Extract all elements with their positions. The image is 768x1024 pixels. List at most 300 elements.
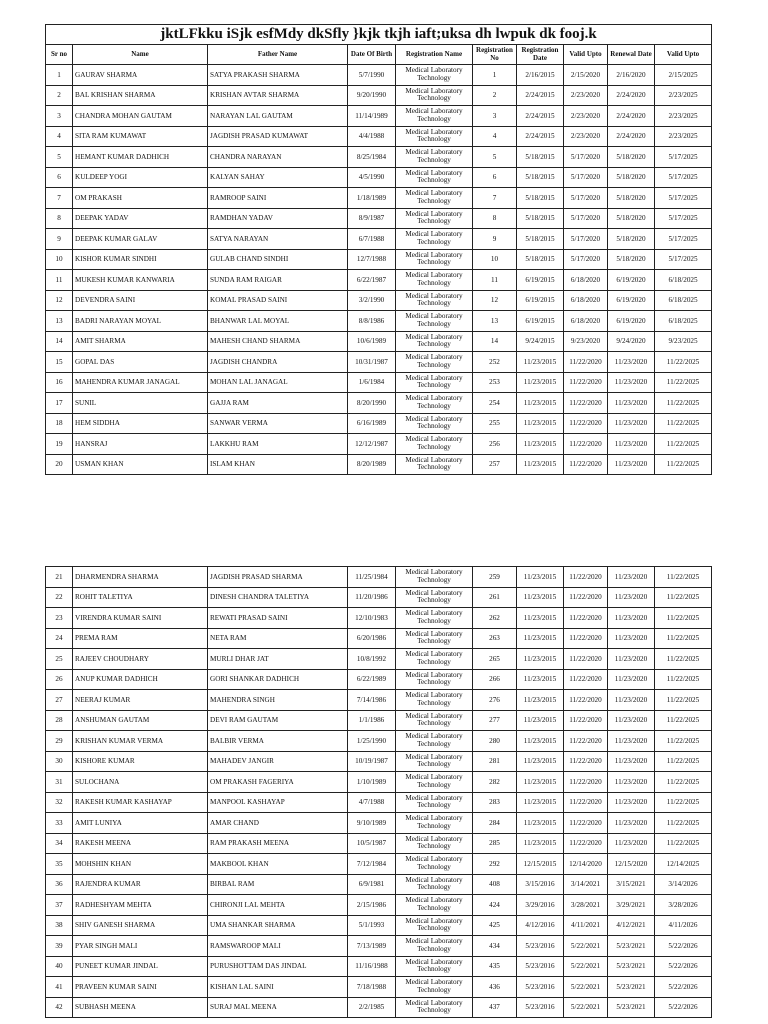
cell-sr-no: 40 [46,956,73,977]
cell-registration-name: Medical Laboratory Technology [396,690,473,711]
cell-sr-no: 41 [46,977,73,998]
cell-valid-upto: 6/18/2020 [564,270,608,291]
cell-valid-upto: 11/22/2020 [564,710,608,731]
cell-registration-name: Medical Laboratory Technology [396,454,473,475]
cell-date-of-birth: 10/6/1989 [348,331,396,352]
cell-registration-no: 1 [473,65,517,86]
cell-registration-date: 5/23/2016 [517,997,564,1018]
cell-registration-date: 11/23/2015 [517,669,564,690]
cell-registration-no: 263 [473,628,517,649]
cell-date-of-birth: 7/14/1986 [348,690,396,711]
cell-valid-upto: 4/11/2021 [564,915,608,936]
table-row [46,710,712,731]
table-row [46,311,712,332]
cell-registration-no: 252 [473,352,517,373]
cell-registration-no: 436 [473,977,517,998]
header-sr-no: Sr no [46,45,73,65]
cell-renewal-date: 11/23/2020 [608,372,655,393]
table-row [46,454,712,475]
cell-registration-date: 2/24/2015 [517,106,564,127]
table-row [46,188,712,209]
cell-valid-upto: 5/22/2021 [564,977,608,998]
cell-sr-no: 20 [46,454,73,475]
cell-registration-no: 262 [473,608,517,629]
registration-table-page-1 [45,24,712,475]
cell-valid-upto: 2/23/2020 [564,85,608,106]
cell-renewal-date: 11/23/2020 [608,690,655,711]
cell-name: RAKESH MEENA [73,833,208,854]
cell-valid-upto: 11/22/2020 [564,751,608,772]
table-body-page-1 [46,65,712,475]
cell-renewal-date: 9/24/2020 [608,331,655,352]
cell-registration-date: 3/15/2016 [517,874,564,895]
cell-date-of-birth: 12/12/1987 [348,434,396,455]
cell-renewal-date: 6/19/2020 [608,311,655,332]
cell-sr-no: 10 [46,249,73,270]
cell-renewal-date: 11/23/2020 [608,792,655,813]
cell-valid-upto-renewed: 5/22/2026 [655,977,712,998]
cell-valid-upto: 11/22/2020 [564,567,608,588]
cell-sr-no: 39 [46,936,73,957]
cell-date-of-birth: 4/7/1988 [348,792,396,813]
cell-sr-no: 21 [46,567,73,588]
header-registration-no: Registration No [473,45,517,65]
cell-father-name: GULAB CHAND SINDHI [208,249,348,270]
cell-registration-date: 11/23/2015 [517,833,564,854]
cell-registration-no: 282 [473,772,517,793]
cell-registration-no: 6 [473,167,517,188]
cell-valid-upto-renewed: 11/22/2025 [655,669,712,690]
cell-father-name: KISHAN LAL SAINI [208,977,348,998]
cell-registration-name: Medical Laboratory Technology [396,249,473,270]
table-row [46,772,712,793]
cell-name: ROHIT TALETIYA [73,587,208,608]
cell-father-name: JAGDISH CHANDRA [208,352,348,373]
cell-valid-upto: 12/14/2020 [564,854,608,875]
cell-registration-no: 253 [473,372,517,393]
cell-registration-date: 6/19/2015 [517,311,564,332]
cell-valid-upto: 2/23/2020 [564,126,608,147]
cell-valid-upto: 11/22/2020 [564,587,608,608]
cell-registration-date: 11/23/2015 [517,434,564,455]
cell-name: CHANDRA MOHAN GAUTAM [73,106,208,127]
cell-date-of-birth: 7/13/1989 [348,936,396,957]
cell-renewal-date: 5/18/2020 [608,167,655,188]
cell-father-name: GAJJA RAM [208,393,348,414]
cell-father-name: RAMROOP SAINI [208,188,348,209]
table-row [46,270,712,291]
cell-registration-name: Medical Laboratory Technology [396,393,473,414]
cell-registration-name: Medical Laboratory Technology [396,147,473,168]
cell-registration-date: 11/23/2015 [517,690,564,711]
cell-registration-name: Medical Laboratory Technology [396,311,473,332]
cell-valid-upto-renewed: 11/22/2025 [655,454,712,475]
cell-sr-no: 42 [46,997,73,1018]
cell-father-name: DEVI RAM GAUTAM [208,710,348,731]
cell-registration-no: 11 [473,270,517,291]
cell-father-name: LAKKHU RAM [208,434,348,455]
cell-valid-upto-renewed: 11/22/2025 [655,393,712,414]
cell-registration-no: 435 [473,956,517,977]
cell-registration-date: 11/23/2015 [517,587,564,608]
cell-father-name: RAMSWAROOP MALI [208,936,348,957]
cell-valid-upto: 11/22/2020 [564,413,608,434]
cell-registration-name: Medical Laboratory Technology [396,229,473,250]
cell-name: HEM SIDDHA [73,413,208,434]
cell-father-name: SURAJ MAL MEENA [208,997,348,1018]
cell-registration-no: 3 [473,106,517,127]
table-row [46,751,712,772]
cell-valid-upto-renewed: 11/22/2025 [655,649,712,670]
header-registration-date: Registration Date [517,45,564,65]
cell-sr-no: 25 [46,649,73,670]
table-row [46,792,712,813]
cell-name: SHIV GANESH SHARMA [73,915,208,936]
cell-registration-name: Medical Laboratory Technology [396,895,473,916]
cell-valid-upto: 11/22/2020 [564,731,608,752]
cell-registration-name: Medical Laboratory Technology [396,731,473,752]
cell-renewal-date: 12/15/2020 [608,854,655,875]
cell-date-of-birth: 6/22/1987 [348,270,396,291]
header-date-of-birth: Date Of Birth [348,45,396,65]
cell-father-name: SANWAR VERMA [208,413,348,434]
cell-sr-no: 7 [46,188,73,209]
cell-registration-name: Medical Laboratory Technology [396,936,473,957]
cell-name: SITA RAM KUMAWAT [73,126,208,147]
cell-valid-upto-renewed: 11/22/2025 [655,731,712,752]
cell-renewal-date: 11/23/2020 [608,434,655,455]
cell-father-name: DINESH CHANDRA TALETIYA [208,587,348,608]
cell-father-name: PURUSHOTTAM DAS JINDAL [208,956,348,977]
cell-valid-upto-renewed: 11/22/2025 [655,352,712,373]
cell-date-of-birth: 6/16/1989 [348,413,396,434]
cell-registration-no: 256 [473,434,517,455]
document-title: jktLFkku iSjk esfMdy dkSfly }kjk tkjh iaft;uksa dh lwpuk dk fooj.k [46,25,712,45]
cell-date-of-birth: 8/8/1986 [348,311,396,332]
cell-registration-date: 11/23/2015 [517,731,564,752]
cell-valid-upto-renewed: 2/15/2025 [655,65,712,86]
cell-registration-no: 424 [473,895,517,916]
cell-sr-no: 32 [46,792,73,813]
cell-registration-name: Medical Laboratory Technology [396,608,473,629]
cell-name: USMAN KHAN [73,454,208,475]
cell-registration-date: 5/18/2015 [517,167,564,188]
cell-renewal-date: 3/15/2021 [608,874,655,895]
table-row [46,393,712,414]
cell-father-name: NETA RAM [208,628,348,649]
table-row [46,874,712,895]
cell-valid-upto-renewed: 5/17/2025 [655,249,712,270]
cell-registration-no: 9 [473,229,517,250]
cell-renewal-date: 11/23/2020 [608,628,655,649]
cell-registration-no: 266 [473,669,517,690]
table-row [46,690,712,711]
cell-registration-date: 5/23/2016 [517,977,564,998]
cell-renewal-date: 11/23/2020 [608,772,655,793]
cell-valid-upto: 2/15/2020 [564,65,608,86]
cell-valid-upto: 5/17/2020 [564,188,608,209]
cell-valid-upto: 11/22/2020 [564,372,608,393]
cell-registration-no: 265 [473,649,517,670]
cell-name: PYAR SINGH MALI [73,936,208,957]
cell-name: DEVENDRA SAINI [73,290,208,311]
header-name: Name [73,45,208,65]
cell-date-of-birth: 12/7/1988 [348,249,396,270]
cell-valid-upto: 11/22/2020 [564,690,608,711]
cell-name: KISHORE KUMAR [73,751,208,772]
header-valid-upto: Valid Upto [564,45,608,65]
cell-name: ANUP KUMAR DADHICH [73,669,208,690]
cell-registration-no: 10 [473,249,517,270]
cell-valid-upto: 11/22/2020 [564,628,608,649]
cell-renewal-date: 5/18/2020 [608,147,655,168]
cell-father-name: MAHENDRA SINGH [208,690,348,711]
table-row [46,956,712,977]
cell-name: DHARMENDRA SHARMA [73,567,208,588]
table-row [46,977,712,998]
cell-registration-name: Medical Laboratory Technology [396,874,473,895]
table-row [46,85,712,106]
cell-father-name: NARAYAN LAL GAUTAM [208,106,348,127]
cell-father-name: GORI SHANKAR DADHICH [208,669,348,690]
cell-date-of-birth: 2/2/1985 [348,997,396,1018]
cell-registration-no: 283 [473,792,517,813]
cell-date-of-birth: 1/6/1984 [348,372,396,393]
cell-registration-name: Medical Laboratory Technology [396,649,473,670]
cell-registration-name: Medical Laboratory Technology [396,434,473,455]
cell-valid-upto-renewed: 11/22/2025 [655,751,712,772]
cell-father-name: CHANDRA NARAYAN [208,147,348,168]
cell-sr-no: 34 [46,833,73,854]
cell-valid-upto-renewed: 6/18/2025 [655,290,712,311]
cell-date-of-birth: 11/25/1984 [348,567,396,588]
cell-registration-name: Medical Laboratory Technology [396,270,473,291]
cell-registration-name: Medical Laboratory Technology [396,628,473,649]
cell-date-of-birth: 7/18/1988 [348,977,396,998]
cell-valid-upto-renewed: 9/23/2025 [655,331,712,352]
cell-name: AMIT SHARMA [73,331,208,352]
cell-registration-name: Medical Laboratory Technology [396,997,473,1018]
cell-sr-no: 8 [46,208,73,229]
table-row [46,731,712,752]
cell-father-name: REWATI PRASAD SAINI [208,608,348,629]
cell-name: RADHESHYAM MEHTA [73,895,208,916]
cell-father-name: JAGDISH PRASAD SHARMA [208,567,348,588]
cell-registration-name: Medical Laboratory Technology [396,669,473,690]
table-row [46,65,712,86]
cell-father-name: BIRBAL RAM [208,874,348,895]
cell-registration-no: 257 [473,454,517,475]
cell-renewal-date: 11/23/2020 [608,649,655,670]
cell-renewal-date: 11/23/2020 [608,833,655,854]
cell-name: SULOCHANA [73,772,208,793]
table-row [46,413,712,434]
cell-name: PREMA RAM [73,628,208,649]
cell-renewal-date: 11/23/2020 [608,608,655,629]
cell-valid-upto-renewed: 11/22/2025 [655,434,712,455]
cell-valid-upto-renewed: 11/22/2025 [655,413,712,434]
cell-name: DEEPAK YADAV [73,208,208,229]
cell-father-name: BHANWAR LAL MOYAL [208,311,348,332]
cell-valid-upto-renewed: 4/11/2026 [655,915,712,936]
cell-renewal-date: 5/23/2021 [608,997,655,1018]
cell-registration-date: 11/23/2015 [517,413,564,434]
cell-sr-no: 11 [46,270,73,291]
cell-date-of-birth: 11/14/1989 [348,106,396,127]
cell-sr-no: 26 [46,669,73,690]
cell-registration-name: Medical Laboratory Technology [396,372,473,393]
cell-name: NEERAJ KUMAR [73,690,208,711]
cell-name: RAKESH KUMAR KASHAYAP [73,792,208,813]
cell-registration-date: 5/18/2015 [517,229,564,250]
cell-father-name: RAM PRAKASH MEENA [208,833,348,854]
cell-registration-date: 5/18/2015 [517,208,564,229]
cell-registration-name: Medical Laboratory Technology [396,413,473,434]
cell-valid-upto: 3/28/2021 [564,895,608,916]
cell-father-name: KRISHAN AVTAR SHARMA [208,85,348,106]
cell-father-name: MOHAN LAL JANAGAL [208,372,348,393]
cell-renewal-date: 11/23/2020 [608,731,655,752]
cell-sr-no: 2 [46,85,73,106]
cell-registration-no: 2 [473,85,517,106]
cell-registration-no: 255 [473,413,517,434]
cell-name: AMIT LUNIYA [73,813,208,834]
cell-registration-no: 281 [473,751,517,772]
cell-registration-name: Medical Laboratory Technology [396,106,473,127]
table-row [46,587,712,608]
cell-father-name: MURLI DHAR JAT [208,649,348,670]
cell-date-of-birth: 10/31/1987 [348,352,396,373]
cell-sr-no: 15 [46,352,73,373]
cell-valid-upto-renewed: 11/22/2025 [655,372,712,393]
cell-sr-no: 17 [46,393,73,414]
cell-registration-name: Medical Laboratory Technology [396,352,473,373]
cell-date-of-birth: 5/7/1990 [348,65,396,86]
cell-registration-date: 11/23/2015 [517,352,564,373]
cell-valid-upto-renewed: 6/18/2025 [655,270,712,291]
table-row [46,997,712,1018]
cell-valid-upto: 11/22/2020 [564,649,608,670]
cell-renewal-date: 5/18/2020 [608,188,655,209]
cell-valid-upto: 11/22/2020 [564,792,608,813]
cell-sr-no: 9 [46,229,73,250]
cell-name: HANSRAJ [73,434,208,455]
cell-date-of-birth: 4/4/1988 [348,126,396,147]
cell-registration-no: 292 [473,854,517,875]
cell-date-of-birth: 8/20/1990 [348,393,396,414]
cell-registration-no: 254 [473,393,517,414]
cell-registration-no: 408 [473,874,517,895]
cell-registration-date: 2/24/2015 [517,126,564,147]
cell-date-of-birth: 6/22/1989 [348,669,396,690]
cell-registration-date: 11/23/2015 [517,772,564,793]
cell-name: KISHOR KUMAR SINDHI [73,249,208,270]
cell-renewal-date: 11/23/2020 [608,413,655,434]
cell-registration-date: 2/16/2015 [517,65,564,86]
table-row [46,147,712,168]
cell-sr-no: 31 [46,772,73,793]
table-row [46,628,712,649]
table-row [46,290,712,311]
cell-date-of-birth: 4/5/1990 [348,167,396,188]
cell-father-name: KALYAN SAHAY [208,167,348,188]
cell-valid-upto: 3/14/2021 [564,874,608,895]
cell-father-name: SATYA PRAKASH SHARMA [208,65,348,86]
table-row [46,813,712,834]
cell-renewal-date: 2/24/2020 [608,126,655,147]
cell-valid-upto-renewed: 11/22/2025 [655,628,712,649]
header-father-name: Father Name [208,45,348,65]
cell-registration-no: 277 [473,710,517,731]
cell-sr-no: 30 [46,751,73,772]
cell-renewal-date: 11/23/2020 [608,813,655,834]
cell-father-name: ISLAM KHAN [208,454,348,475]
cell-renewal-date: 5/23/2021 [608,956,655,977]
cell-date-of-birth: 12/10/1983 [348,608,396,629]
cell-registration-name: Medical Laboratory Technology [396,915,473,936]
cell-father-name: JAGDISH PRASAD KUMAWAT [208,126,348,147]
table-row [46,936,712,957]
cell-renewal-date: 11/23/2020 [608,567,655,588]
registration-table-page-2 [45,566,712,1018]
cell-registration-date: 11/23/2015 [517,628,564,649]
cell-registration-name: Medical Laboratory Technology [396,833,473,854]
cell-father-name: MAKBOOL KHAN [208,854,348,875]
cell-sr-no: 22 [46,587,73,608]
cell-name: GOPAL DAS [73,352,208,373]
header-registration-name: Registration Name [396,45,473,65]
cell-sr-no: 27 [46,690,73,711]
cell-registration-date: 11/23/2015 [517,649,564,670]
cell-sr-no: 38 [46,915,73,936]
table-row [46,649,712,670]
cell-date-of-birth: 1/25/1990 [348,731,396,752]
cell-registration-name: Medical Laboratory Technology [396,208,473,229]
cell-valid-upto: 5/22/2021 [564,997,608,1018]
cell-sr-no: 18 [46,413,73,434]
cell-sr-no: 37 [46,895,73,916]
cell-registration-no: 437 [473,997,517,1018]
cell-registration-name: Medical Laboratory Technology [396,290,473,311]
cell-valid-upto-renewed: 5/17/2025 [655,147,712,168]
cell-name: MAHENDRA KUMAR JANAGAL [73,372,208,393]
cell-date-of-birth: 11/16/1988 [348,956,396,977]
cell-registration-no: 261 [473,587,517,608]
cell-registration-name: Medical Laboratory Technology [396,126,473,147]
cell-valid-upto: 11/22/2020 [564,608,608,629]
cell-valid-upto-renewed: 2/23/2025 [655,85,712,106]
cell-valid-upto: 5/17/2020 [564,147,608,168]
cell-renewal-date: 5/18/2020 [608,229,655,250]
cell-date-of-birth: 3/2/1990 [348,290,396,311]
cell-sr-no: 3 [46,106,73,127]
table-row [46,126,712,147]
cell-sr-no: 29 [46,731,73,752]
cell-name: GAURAV SHARMA [73,65,208,86]
cell-valid-upto: 6/18/2020 [564,290,608,311]
cell-name: ANSHUMAN GAUTAM [73,710,208,731]
cell-registration-date: 4/12/2016 [517,915,564,936]
cell-registration-no: 276 [473,690,517,711]
cell-sr-no: 5 [46,147,73,168]
cell-date-of-birth: 9/20/1990 [348,85,396,106]
cell-renewal-date: 11/23/2020 [608,751,655,772]
cell-sr-no: 6 [46,167,73,188]
cell-registration-no: 13 [473,311,517,332]
cell-valid-upto: 2/23/2020 [564,106,608,127]
cell-valid-upto-renewed: 11/22/2025 [655,833,712,854]
table-row [46,854,712,875]
